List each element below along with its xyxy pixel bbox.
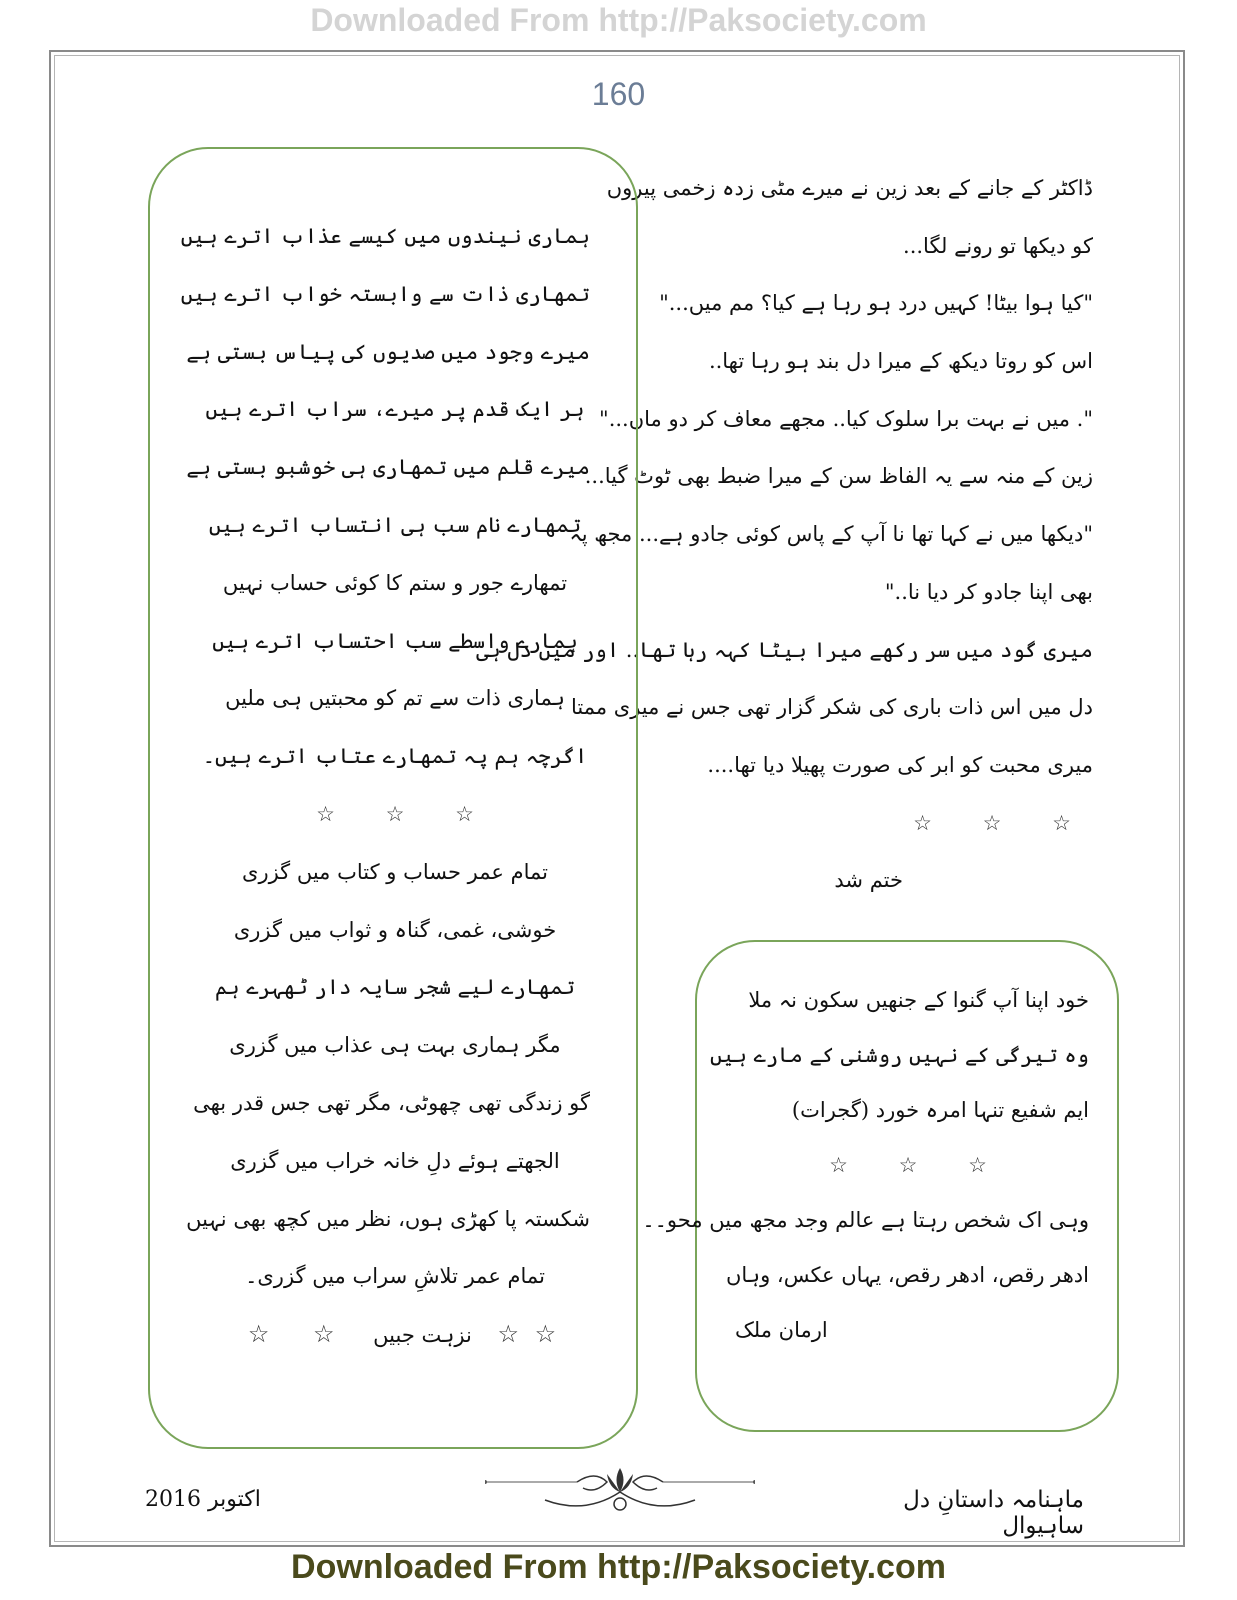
poem-line: میرے وجود میں صدیوں کی پیاس بستی ہے — [186, 339, 590, 364]
story-line: اس کو روتا دیکھ کے میرا دل بند ہو رہا تھا.. — [708, 349, 1093, 374]
verse-line: خود اپنا آپ گنوا کے جنھیں سکون نہ ملا — [748, 988, 1089, 1012]
poetry-column — [180, 208, 590, 1364]
poem-signature: نزہت جبیں — [373, 1323, 472, 1348]
story-line: بھی اپنا جادو کر دیا نا.." — [884, 579, 1093, 604]
poem-line: گو زندگی تھی چھوٹی، مگر تھی جس قدر بھی — [193, 1090, 590, 1115]
watermark-top: Downloaded From http://Paksociety.com — [310, 2, 927, 38]
poem-line: ہر ایک قدم پر میرے، سراب اترے ہیں — [205, 397, 585, 422]
verse-line: وہ تیرگی کے نہیں روشنی کے مارے ہیں — [710, 1043, 1089, 1067]
verse-stars — [727, 1138, 1089, 1193]
verse-author: ایم شفیع تنہا امرہ خورد (گجرات) — [791, 1098, 1089, 1122]
star-icon: ☆ — [247, 1320, 270, 1349]
poem-line: ہماری ذات سے تم کو محبتیں ہی ملیں — [225, 686, 565, 711]
poem-line: تمھارے جور و ستم کا کوئی حساب نہیں — [222, 570, 568, 595]
story-stars — [653, 795, 1093, 853]
star-icon: ☆ — [913, 810, 932, 835]
ornament-divider-icon — [485, 1460, 755, 1520]
page-number: 160 — [591, 76, 646, 112]
story-column — [476, 160, 1093, 910]
verse-line: ادھر رقص، ادھر رقص، یہاں عکس، وہاں — [725, 1263, 1089, 1287]
story-line: ڈاکٹر کے جانے کے بعد زین نے میرے مٹی زدہ زخمی پیروں — [606, 176, 1093, 200]
story-line: دل میں اس ذات باری کی شکر گزار تھی جس نے میری ممتا — [570, 695, 1093, 720]
story-line: "کیا ہوا بیٹا! کہیں درد ہو رہا ہے کیا؟ مم میں..." — [659, 291, 1093, 316]
star-icon: ☆ — [1052, 810, 1071, 835]
verse-line: وہی اک شخص رہتا ہے عالم وجد مجھ میں محو۔۔ — [642, 1208, 1089, 1232]
poem-line: خوشی، غمی، گناہ و ثواب میں گزری — [233, 917, 557, 942]
star-icon: ☆ — [497, 1320, 520, 1349]
star-icon: ☆ — [455, 801, 474, 826]
story-line: "دیکھا میں نے کہا تھا نا آپ کے پاس کوئی جادو ہے... مجھ پہ — [569, 522, 1093, 547]
star-icon: ☆ — [968, 1153, 987, 1177]
poem-line: تمھاری ذات سے وابستہ خواب اترے ہیں — [180, 281, 590, 306]
star-icon: ☆ — [829, 1153, 848, 1177]
story-line: میری گود میں سر رکھے میرا بیٹا کہہ رہا تھا.. اور میں دل ہی — [476, 637, 1093, 662]
poem-line: ہمارے واسطے سب احتساب اترے ہیں — [212, 628, 578, 653]
poem-line: ہماری نیندوں میں کیسے عذاب اترے ہیں — [180, 224, 590, 248]
poem-line: تمام عمر حساب و کتاب میں گزری — [242, 859, 548, 884]
story-line: کو دیکھا تو رونے لگا... — [903, 233, 1093, 258]
star-icon: ☆ — [898, 1153, 918, 1177]
poetry-box-right-text — [642, 973, 1089, 1358]
story-line: ". میں نے بہت برا سلوک کیا.. مجھے معاف کر دو ماں..." — [599, 406, 1093, 431]
star-icon: ☆ — [385, 801, 405, 826]
star-icon: ☆ — [316, 801, 335, 826]
poem-stars — [200, 786, 590, 844]
story-line: میری محبت کو ابر کی صورت پھیلا دیا تھا.... — [707, 752, 1093, 777]
poem-line: تمھارے نام سب ہی انتساب اترے ہیں — [208, 512, 582, 537]
verse-author: ارمان ملک — [735, 1318, 828, 1342]
poem-line: تمام عمر تلاشِ سراب میں گزری۔ — [245, 1264, 545, 1289]
watermark-bottom: Downloaded From http://Paksociety.com — [291, 1548, 946, 1586]
star-icon: ☆ — [312, 1320, 335, 1349]
issue-date: اکتوبر 2016 — [145, 1487, 261, 1512]
star-icon: ☆ — [982, 810, 1002, 835]
poem-line: مگر ہماری بہت ہی عذاب میں گزری — [229, 1033, 561, 1058]
story-line: زین کے منہ سے یہ الفاظ سن کے میرا ضبط بھی ٹوٹ گیا... — [584, 464, 1093, 489]
poem-line: الجھتے ہوئے دلِ خانہ خراب میں گزری — [230, 1148, 560, 1173]
poem-line: اگرچہ ہم پہ تمھارے عتاب اترے ہیں۔ — [202, 744, 588, 769]
magazine-name: ماہنامہ داستانِ دل ساہیوال — [903, 1487, 1084, 1539]
star-icon: ☆ — [534, 1320, 557, 1349]
poem-signature-row — [200, 1306, 590, 1364]
poem-line: میرے قلم میں تمھاری ہی خوشبو بستی ہے — [186, 455, 590, 480]
story-ending: ختم شد — [834, 868, 903, 893]
poem-line: تمھارے لیے شجر سایہ دار ٹھہرے ہم — [215, 975, 575, 1000]
poem-line: شکستہ پا کھڑی ہوں، نظر میں کچھ بھی نہیں — [186, 1206, 590, 1231]
